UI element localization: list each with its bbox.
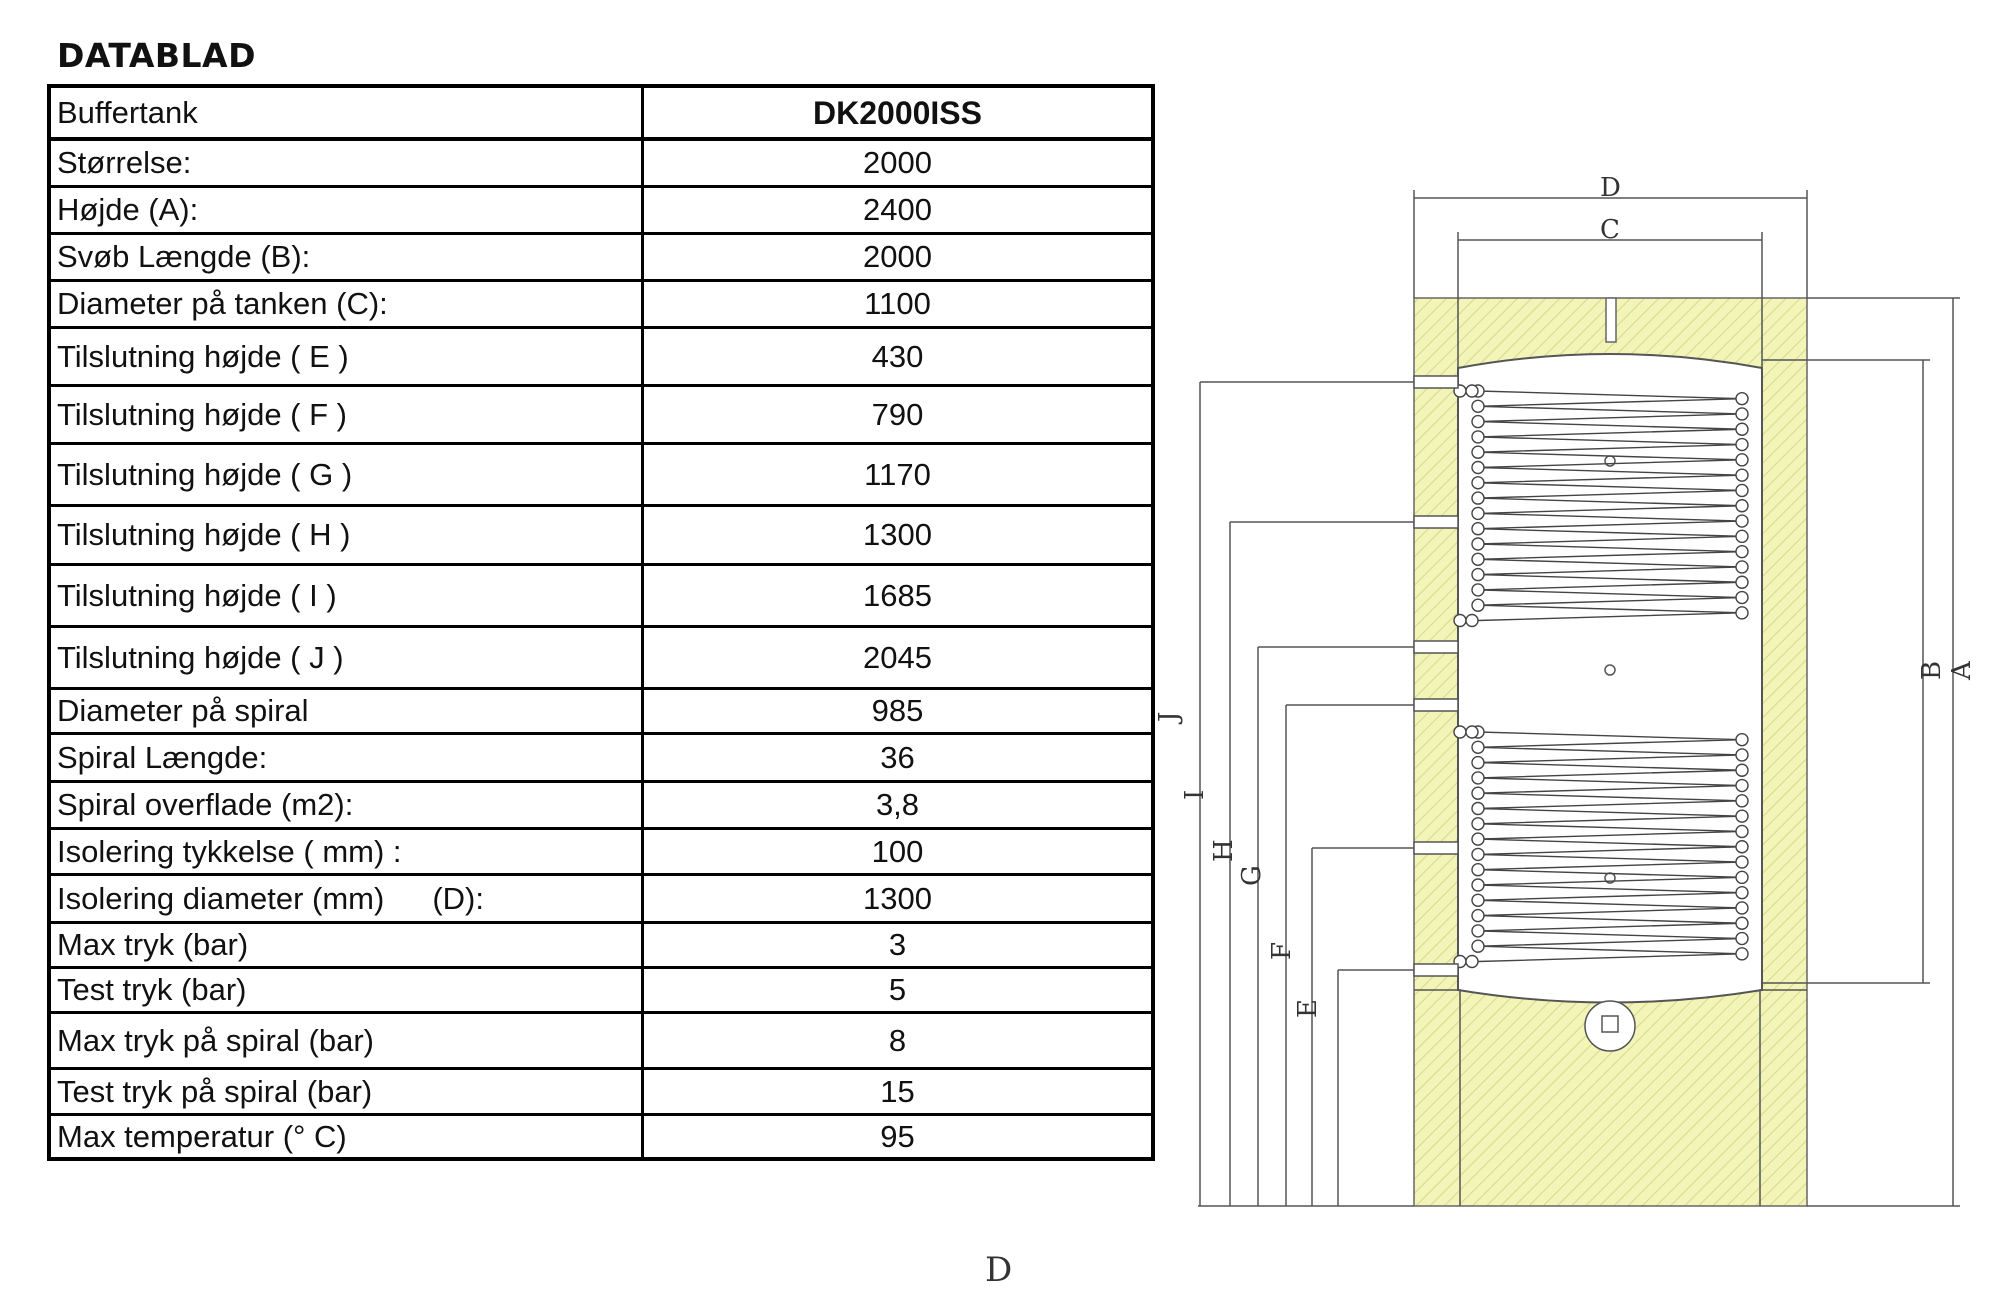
- row-value: 430: [643, 327, 1154, 385]
- table-row: [49, 1114, 1153, 1159]
- row-value: 95: [643, 1114, 1154, 1159]
- row-label-text: Test tryk (bar): [57, 972, 247, 1007]
- row-value: 1685: [643, 564, 1154, 626]
- row-value: 2000: [643, 139, 1154, 186]
- row-value: 2400: [643, 186, 1154, 233]
- row-label: [49, 967, 643, 1012]
- dim-label-a: A: [1947, 661, 1977, 680]
- row-value: 36: [643, 733, 1154, 781]
- row-label-text: Diameter på spiral: [57, 693, 309, 728]
- row-label: [49, 626, 643, 688]
- table-row: [49, 233, 1153, 280]
- row-label-text: Spiral Længde:: [57, 739, 268, 775]
- table-header-row: [49, 86, 1153, 139]
- row-label-text: Størrelse:: [57, 145, 192, 181]
- row-label-text: Svøb Længde (B):: [57, 239, 311, 274]
- row-value: 1170: [643, 443, 1154, 505]
- row-label-text: Spiral overflade (m2):: [57, 787, 354, 822]
- table-row: [49, 781, 1153, 828]
- row-label-text: Tilslutning højde ( G ): [57, 456, 353, 492]
- row-label-text: Max tryk på spiral (bar): [57, 1022, 374, 1058]
- dim-label-j: J: [1154, 711, 1184, 722]
- row-label: [49, 1012, 643, 1068]
- row-label: [49, 186, 643, 233]
- dim-label-b: B: [1917, 660, 1947, 680]
- header-model: DK2000ISS: [643, 86, 1154, 139]
- row-label: [49, 922, 643, 967]
- dim-label-i: I: [1180, 789, 1210, 800]
- row-label: [49, 505, 643, 564]
- row-label: [49, 327, 643, 385]
- row-value: 3,8: [643, 781, 1154, 828]
- row-label: [49, 733, 643, 781]
- row-value: 985: [643, 688, 1154, 733]
- table-row: [49, 1068, 1153, 1114]
- dim-label-f: F: [1267, 941, 1297, 960]
- header-label: Buffertank: [49, 86, 643, 139]
- row-value: 1100: [643, 280, 1154, 327]
- row-label-text: Max temperatur (° C): [57, 1118, 347, 1154]
- row-label-text: Højde (A):: [57, 192, 199, 227]
- table-row: [49, 688, 1153, 733]
- row-label: [49, 828, 643, 874]
- row-label-text: Tilslutning højde ( J ): [57, 639, 344, 675]
- spec-table: [47, 84, 1155, 1161]
- row-label: [49, 688, 643, 733]
- row-value: 3: [643, 922, 1154, 967]
- table-row: [49, 443, 1153, 505]
- row-label: [49, 874, 643, 922]
- table-row: [49, 186, 1153, 233]
- page-title: DATABLAD: [57, 36, 256, 75]
- dim-label-c: C: [1600, 215, 1620, 245]
- row-label-text: Tilslutning højde ( I ): [57, 577, 337, 613]
- row-label-text: Isolering tykkelse ( mm) :: [57, 833, 402, 869]
- table-row: [49, 385, 1153, 443]
- table-row: [49, 874, 1153, 922]
- row-label-text: Diameter på tanken (C):: [57, 286, 388, 321]
- cropped-dimension-label: D: [985, 1250, 1013, 1290]
- row-value: 1300: [643, 505, 1154, 564]
- dim-label-g: G: [1237, 865, 1267, 886]
- row-label-text: Test tryk på spiral (bar): [57, 1073, 373, 1109]
- row-label: [49, 1114, 643, 1159]
- row-value: 790: [643, 385, 1154, 443]
- dim-label-d: D: [1600, 173, 1621, 203]
- table-row: [49, 139, 1153, 186]
- row-label-suffix: (D):: [432, 880, 484, 916]
- row-value: 2000: [643, 233, 1154, 280]
- row-label: [49, 443, 643, 505]
- dim-label-e: E: [1293, 999, 1323, 1018]
- row-label-text: Isolering diameter (mm): [57, 880, 385, 916]
- row-value: 15: [643, 1068, 1154, 1114]
- table-row: [49, 1012, 1153, 1068]
- table-row: [49, 626, 1153, 688]
- dim-label-h: H: [1209, 839, 1239, 862]
- row-value: 100: [643, 828, 1154, 874]
- row-label-text: Tilslutning højde ( F ): [57, 396, 347, 432]
- table-row: [49, 327, 1153, 385]
- row-value: 5: [643, 967, 1154, 1012]
- table-row: [49, 564, 1153, 626]
- row-value: 2045: [643, 626, 1154, 688]
- row-label: [49, 1068, 643, 1114]
- row-label: [49, 385, 643, 443]
- row-label: [49, 564, 643, 626]
- row-label-text: Tilslutning højde ( E ): [57, 338, 349, 374]
- table-row: [49, 733, 1153, 781]
- table-row: [49, 967, 1153, 1012]
- table-row: [49, 922, 1153, 967]
- row-label: [49, 233, 643, 280]
- table-row: [49, 280, 1153, 327]
- row-label-text: Max tryk (bar): [57, 927, 249, 962]
- row-label: [49, 781, 643, 828]
- tank-diagram: [1154, 160, 1980, 1272]
- row-value: 1300: [643, 874, 1154, 922]
- table-row: [49, 505, 1153, 564]
- table-row: [49, 828, 1153, 874]
- row-value: 8: [643, 1012, 1154, 1068]
- row-label: [49, 139, 643, 186]
- row-label: [49, 280, 643, 327]
- row-label-text: Tilslutning højde ( H ): [57, 517, 351, 552]
